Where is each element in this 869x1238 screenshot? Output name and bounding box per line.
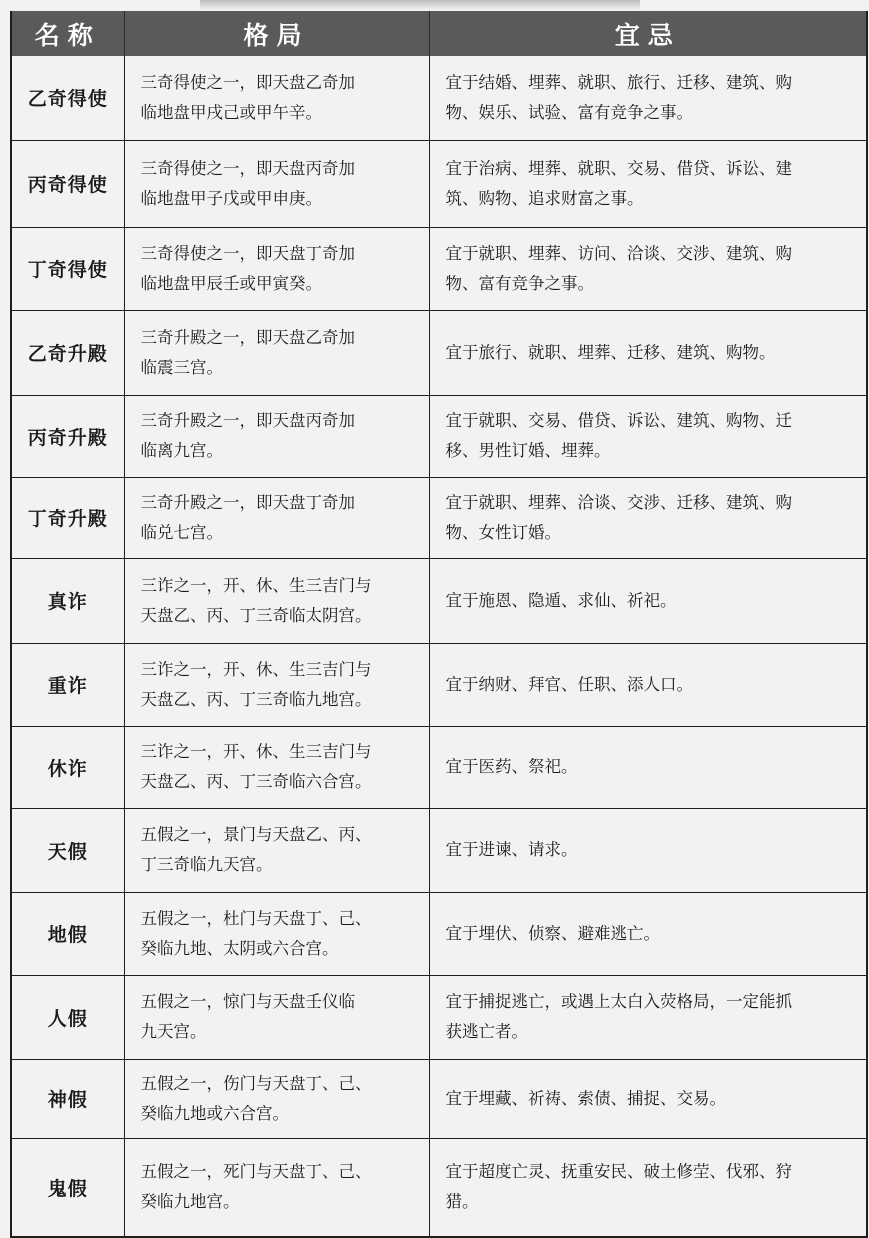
header-row: [11, 11, 867, 56]
row-name: 乙奇升殿: [11, 310, 124, 395]
row-use: [429, 477, 867, 558]
pattern-text: 五假之一，伤门与天盘丁、己、 癸临九地或六合宫。: [140, 1073, 372, 1123]
use-text: 宜于就职、交易、借贷、诉讼、建筑、购物、迁 移、男性订婚、埋葬。: [445, 411, 792, 460]
use-text: 宜于进谏、请求。: [445, 840, 578, 859]
use-text: 宜于旅行、就职、埋葬、迁移、建筑、购物。: [445, 342, 776, 362]
row-name: 人假: [11, 975, 124, 1059]
table-row: [11, 395, 867, 477]
table-row: [11, 892, 867, 975]
row-pattern: [124, 1138, 429, 1237]
row-use: [429, 892, 867, 975]
row-pattern: [124, 56, 429, 140]
row-use: [429, 140, 867, 227]
table-row: [11, 227, 867, 310]
use-text: 宜于就职、埋葬、访问、洽谈、交涉、建筑、购 物、富有竞争之事。: [445, 243, 792, 293]
row-pattern: [124, 808, 429, 892]
pattern-text: 三奇升殿之一，即天盘乙奇加 临震三宫。: [140, 327, 355, 377]
table-row: [11, 808, 867, 892]
row-name: 重诈: [11, 643, 124, 726]
row-use: [429, 1059, 867, 1138]
row-name: 乙奇得使: [11, 56, 124, 140]
use-text: 宜于捕捉逃亡，或遇上太白入荧格局，一定能抓 获逃亡者。: [445, 992, 792, 1041]
pattern-text: 三奇升殿之一，即天盘丙奇加 临离九宫。: [140, 411, 355, 460]
row-name: 真诈: [11, 558, 124, 643]
table-row: [11, 310, 867, 395]
table-header: [11, 11, 867, 56]
pattern-text: 三奇得使之一，即天盘丙奇加 临地盘甲子戊或甲申庚。: [140, 158, 355, 208]
table-row: [11, 56, 867, 140]
table-body: [11, 56, 867, 1237]
use-text: 宜于超度亡灵、抚重安民、破土修茔、伐邪、狩 猎。: [445, 1162, 792, 1212]
pattern-text: 三诈之一，开、休、生三吉门与 天盘乙、丙、丁三奇临六合宫。: [140, 742, 372, 791]
row-use: [429, 643, 867, 726]
row-pattern: [124, 975, 429, 1059]
row-name: 丙奇升殿: [11, 395, 124, 477]
table-row: [11, 477, 867, 558]
row-use: [429, 56, 867, 140]
use-text: 宜于埋伏、侦察、避难逃亡。: [445, 923, 660, 943]
row-name: 神假: [11, 1059, 124, 1138]
pattern-text: 五假之一，景门与天盘乙、丙、 丁三奇临九天宫。: [140, 825, 372, 874]
use-text: 宜于施恩、隐遁、求仙、祈祀。: [445, 590, 677, 610]
row-use: [429, 227, 867, 310]
table-row: [11, 1138, 867, 1237]
table-row: [11, 643, 867, 726]
pattern-text: 三诈之一，开、休、生三吉门与 天盘乙、丙、丁三奇临太阴宫。: [140, 575, 372, 625]
pattern-text: 三奇升殿之一，即天盘丁奇加 临兑七宫。: [140, 492, 355, 542]
use-text: 宜于治病、埋葬、就职、交易、借贷、诉讼、建 筑、购物、追求财富之事。: [445, 158, 792, 208]
row-pattern: [124, 140, 429, 227]
row-use: [429, 808, 867, 892]
row-pattern: [124, 892, 429, 975]
row-pattern: [124, 227, 429, 310]
use-text: 宜于埋藏、祈祷、索债、捕捉、交易。: [445, 1088, 726, 1108]
row-name: 休诈: [11, 726, 124, 808]
header-use: 宜忌: [429, 11, 867, 56]
use-text: 宜于医药、祭祀。: [445, 757, 578, 776]
pattern-text: 五假之一，死门与天盘丁、己、 癸临九地宫。: [140, 1162, 372, 1212]
row-name: 丙奇得使: [11, 140, 124, 227]
row-use: [429, 395, 867, 477]
pattern-text: 五假之一，杜门与天盘丁、己、 癸临九地、太阴或六合宫。: [140, 908, 372, 958]
row-use: [429, 310, 867, 395]
pattern-text: 五假之一，惊门与天盘壬仪临 九天宫。: [140, 992, 355, 1041]
header-pattern: 格局: [124, 11, 429, 56]
row-pattern: [124, 1059, 429, 1138]
row-use: [429, 726, 867, 808]
table-row: [11, 1059, 867, 1138]
row-use: [429, 558, 867, 643]
row-use: [429, 975, 867, 1059]
scan-edge-shadow: [200, 0, 640, 10]
table-row: [11, 726, 867, 808]
table-row: [11, 558, 867, 643]
use-text: 宜于就职、埋葬、洽谈、交涉、迁移、建筑、购 物、女性订婚。: [445, 492, 792, 542]
use-text: 宜于纳财、拜官、任职、添人口。: [445, 674, 693, 694]
pattern-text: 三奇得使之一，即天盘丁奇加 临地盘甲辰壬或甲寅癸。: [140, 243, 355, 293]
pattern-text: 三奇得使之一，即天盘乙奇加 临地盘甲戌己或甲午辛。: [140, 72, 355, 122]
row-pattern: [124, 395, 429, 477]
row-pattern: [124, 726, 429, 808]
pattern-text: 三诈之一，开、休、生三吉门与 天盘乙、丙、丁三奇临九地宫。: [140, 659, 372, 709]
row-pattern: [124, 558, 429, 643]
header-name: 名称: [11, 11, 124, 56]
table-row: [11, 140, 867, 227]
row-pattern: [124, 477, 429, 558]
use-text: 宜于结婚、埋葬、就职、旅行、迁移、建筑、购 物、娱乐、试验、富有竞争之事。: [445, 72, 792, 122]
row-pattern: [124, 310, 429, 395]
row-name: 丁奇得使: [11, 227, 124, 310]
qimen-pattern-table: [10, 11, 868, 1238]
row-name: 天假: [11, 808, 124, 892]
row-pattern: [124, 643, 429, 726]
row-name: 鬼假: [11, 1138, 124, 1237]
row-use: [429, 1138, 867, 1237]
row-name: 丁奇升殿: [11, 477, 124, 558]
row-name: 地假: [11, 892, 124, 975]
table-row: [11, 975, 867, 1059]
